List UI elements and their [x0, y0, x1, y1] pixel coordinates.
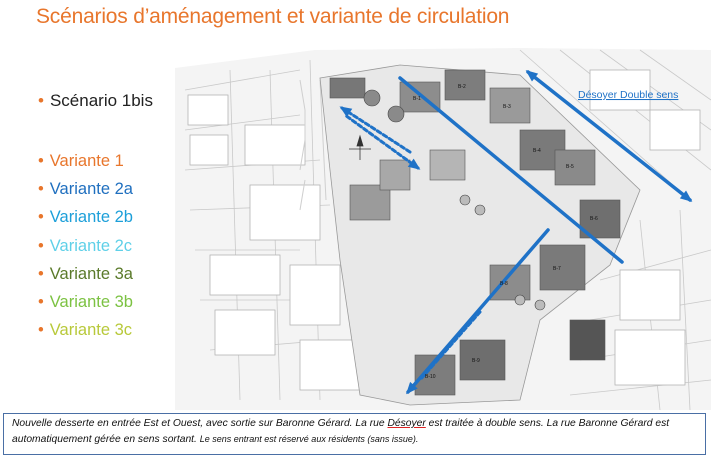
bullet: •	[38, 208, 44, 227]
building-code: B-7	[553, 266, 561, 272]
variant-label: Variante 2c	[49, 236, 133, 255]
caption-part1: Nouvelle desserte en entrée Est et Ouest, avec sortie sur Baronne Gérard. La rue	[12, 418, 388, 429]
building-code: B-2	[458, 84, 466, 90]
building-code: B-9	[472, 358, 480, 364]
caption-box	[3, 413, 706, 455]
bullet: •	[38, 292, 44, 311]
scenario-label: Scénario 1bis	[49, 91, 153, 110]
bullet: •	[38, 236, 44, 255]
bullet: •	[38, 180, 44, 199]
building-code: B-10	[425, 374, 436, 380]
building-code: B-6	[590, 216, 598, 222]
building-code: B-5	[566, 164, 574, 170]
bullet: •	[38, 152, 44, 170]
building-code: B-8	[500, 281, 508, 287]
bullet: •	[38, 321, 44, 340]
caption-part4: Le sens entrant est réservé aux résidents (sans issue).	[199, 433, 419, 444]
building-code: B-1	[413, 96, 421, 102]
page-title: Scénarios d’aménagement et variante de circulation	[36, 5, 510, 28]
variant-label: Variante 1	[49, 152, 124, 170]
caption-part3: est traitée à double sens. La rue Baronne Gérard est automatiquement gérée en sens sortant.	[12, 418, 670, 445]
building-code: B-3	[503, 104, 511, 110]
variant-label: Variante 2b	[49, 208, 133, 227]
building-code: B-4	[533, 148, 541, 154]
bullet: •	[38, 91, 44, 110]
variant-label: Variante 3c	[49, 321, 133, 340]
caption-desoyer: Désoyer	[387, 418, 426, 429]
variant-label: Variante 3b	[49, 292, 133, 311]
variant-label: Variante 2a	[49, 180, 133, 199]
desoyer-label: Désoyer Double sens	[578, 89, 679, 101]
variant-label: Variante 3a	[49, 264, 133, 283]
bullet: •	[38, 264, 44, 283]
